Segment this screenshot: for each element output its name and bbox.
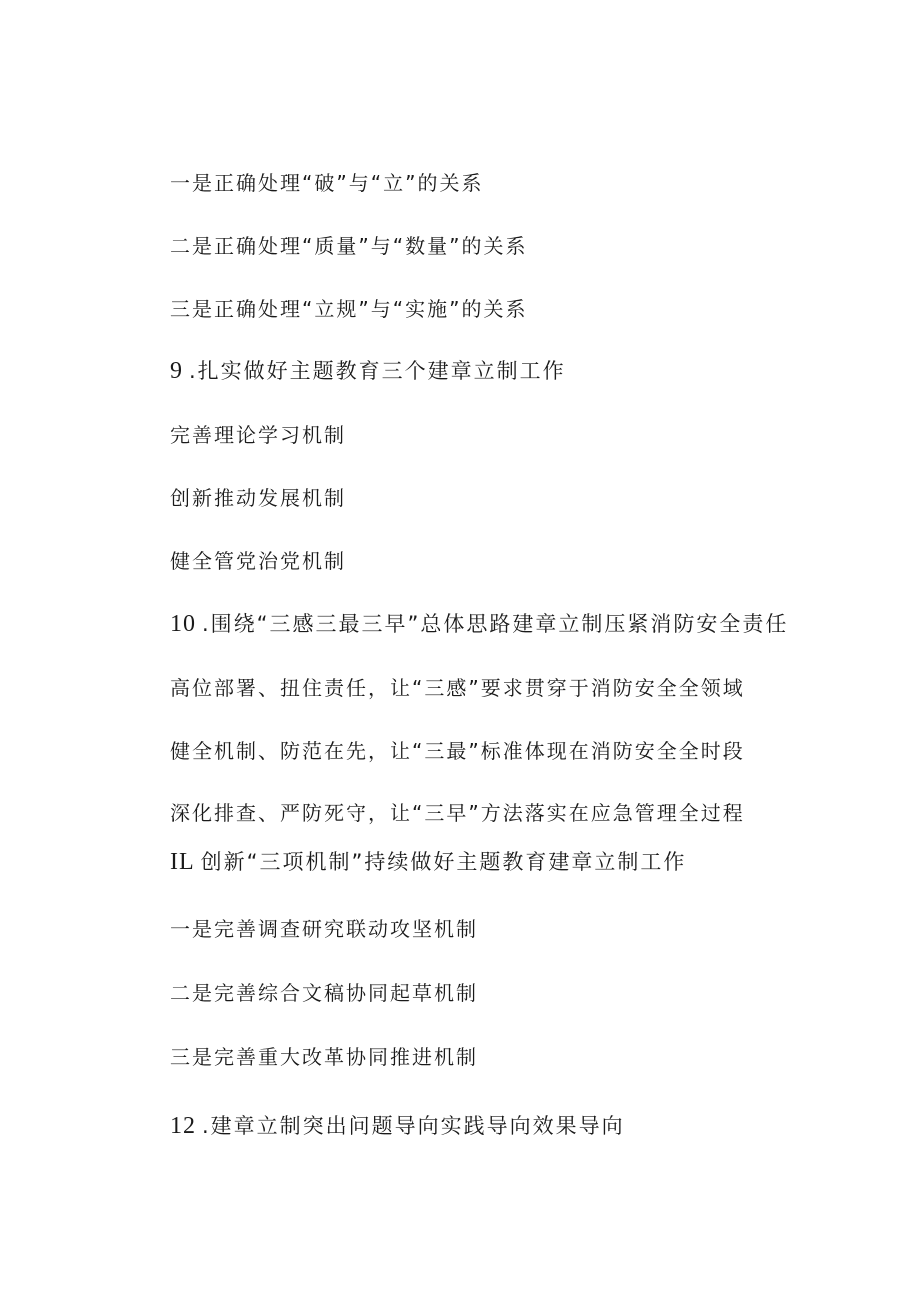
- text-line: 健全管党治党机制: [170, 549, 346, 573]
- text-line: 高位部署、扭住责任，让“三感”要求贯穿于消防安全全领域: [170, 676, 745, 700]
- section-heading-text: .围绕“三感三最三早”总体思路建章立制压紧消防安全责任: [202, 612, 789, 636]
- text-line: 完善理论学习机制: [170, 423, 346, 447]
- text-line: 三是完善重大改革协同推进机制: [170, 1045, 478, 1069]
- text-line: 三是正确处理“立规”与“实施”的关系: [170, 297, 528, 321]
- text-line: 健全机制、防范在先，让“三最”标准体现在消防安全全时段: [170, 739, 745, 763]
- section-number: 9: [170, 358, 183, 384]
- text-line: 一是正确处理“破”与“立”的关系: [170, 171, 484, 195]
- section-number: 10: [170, 611, 196, 637]
- text-line: 深化排查、严防死守，让“三早”方法落实在应急管理全过程: [170, 801, 745, 825]
- section-heading-text: .扎实做好主题教育三个建章立制工作: [189, 359, 566, 383]
- text-line: 二是正确处理“质量”与“数量”的关系: [170, 234, 528, 258]
- section-number: IL: [170, 849, 195, 875]
- text-line: 创新推动发展机制: [170, 486, 346, 510]
- section-number: 12: [170, 1113, 196, 1139]
- section-heading: [170, 359, 566, 383]
- section-heading-text: 创新“三项机制”持续做好主题教育建章立制工作: [200, 850, 687, 874]
- section-heading-text: .建章立制突出问题导向实践导向效果导向: [202, 1114, 625, 1138]
- section-heading: [170, 1114, 625, 1138]
- text-line: 二是完善综合文稿协同起草机制: [170, 981, 478, 1005]
- section-heading: [170, 612, 788, 636]
- section-heading: [170, 850, 686, 874]
- text-line: 一是完善调查研究联动攻坚机制: [170, 917, 478, 941]
